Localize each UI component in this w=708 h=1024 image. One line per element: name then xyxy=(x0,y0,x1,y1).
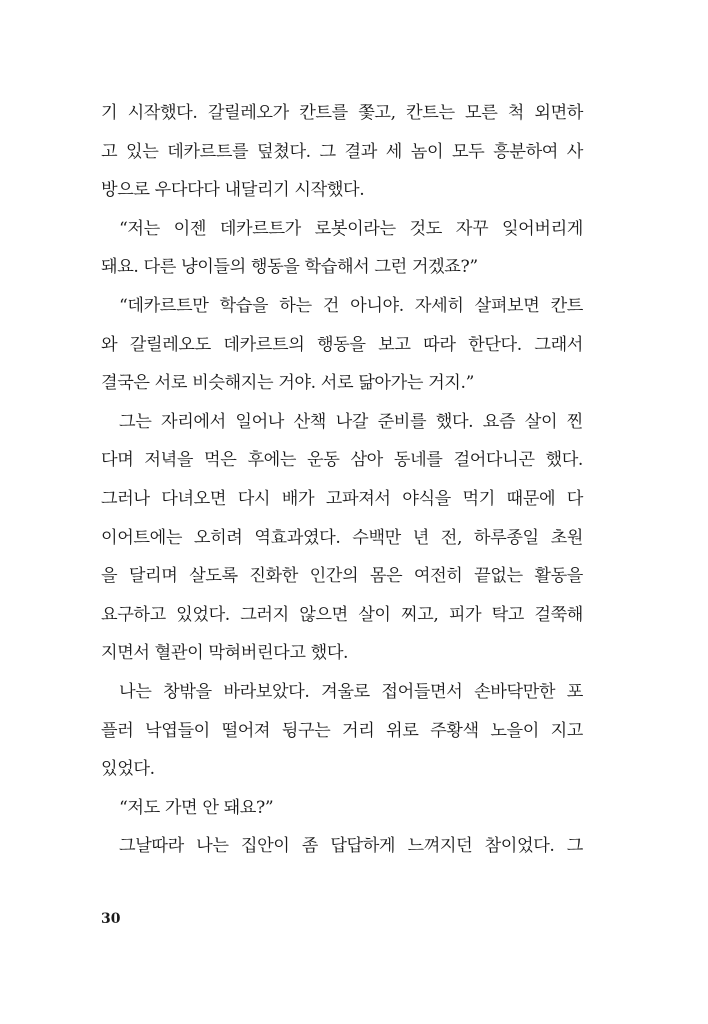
text-line-9: 그는 자리에서 일어나 산책 나갈 준비를 했다. 요즘 살이 찐 xyxy=(119,411,583,432)
text-line-7: 와 갈릴레오도 데카르트의 행동을 보고 따라 한단다. 그래서 xyxy=(101,334,583,355)
text-line-12: 이어트에는 오히려 역효과였다. 수백만 년 전, 하루종일 초원 xyxy=(101,527,583,548)
text-line-15: 지면서 혈관이 막혀버린다고 했다. xyxy=(101,643,349,664)
text-line-13: 을 달리며 살도록 진화한 인간의 몸은 여전히 끝없는 활동을 xyxy=(101,566,583,587)
text-line-2: 고 있는 데카르트를 덮쳤다. 그 결과 세 놈이 모두 흥분하여 사 xyxy=(101,141,583,162)
body-text xyxy=(101,94,583,866)
text-line-8: 결국은 서로 비슷해지는 거야. 서로 닮아가는 거지.” xyxy=(101,373,474,394)
text-line-4: “저는 이젠 데카르트가 로봇이라는 것도 자꾸 잊어버리게 xyxy=(119,218,583,239)
text-line-10: 다며 저녁을 먹은 후에는 운동 삼아 동네를 걸어다니곤 했다. xyxy=(101,450,583,471)
text-line-17: 플러 낙엽들이 떨어져 뒹구는 거리 위로 주황색 노을이 지고 xyxy=(101,720,583,741)
text-line-19: “저도 가면 안 돼요?” xyxy=(119,797,274,818)
text-line-1: 기 시작했다. 갈릴레오가 칸트를 쫓고, 칸트는 모른 척 외면하 xyxy=(101,103,583,123)
text-line-20: 그날따라 나는 집안이 좀 답답하게 느껴지던 참이었다. 그 xyxy=(119,836,583,857)
text-line-3: 방으로 우다다다 내달리기 시작했다. xyxy=(101,180,365,201)
text-line-5: 돼요. 다른 냥이들의 행동을 학습해서 그런 거겠죠?” xyxy=(101,257,478,278)
text-line-18: 있었다. xyxy=(101,759,155,780)
text-line-6: “데카르트만 학습을 하는 건 아니야. 자세히 살펴보면 칸트 xyxy=(119,295,583,316)
text-line-16: 나는 창밖을 바라보았다. 겨울로 접어들면서 손바닥만한 포 xyxy=(119,681,583,702)
text-line-11: 그러나 다녀오면 다시 배가 고파져서 야식을 먹기 때문에 다 xyxy=(101,488,583,509)
page-number: 30 xyxy=(101,911,121,927)
text-line-14: 요구하고 있었다. 그러지 않으면 살이 찌고, 피가 탁고 걸쭉해 xyxy=(101,604,583,625)
